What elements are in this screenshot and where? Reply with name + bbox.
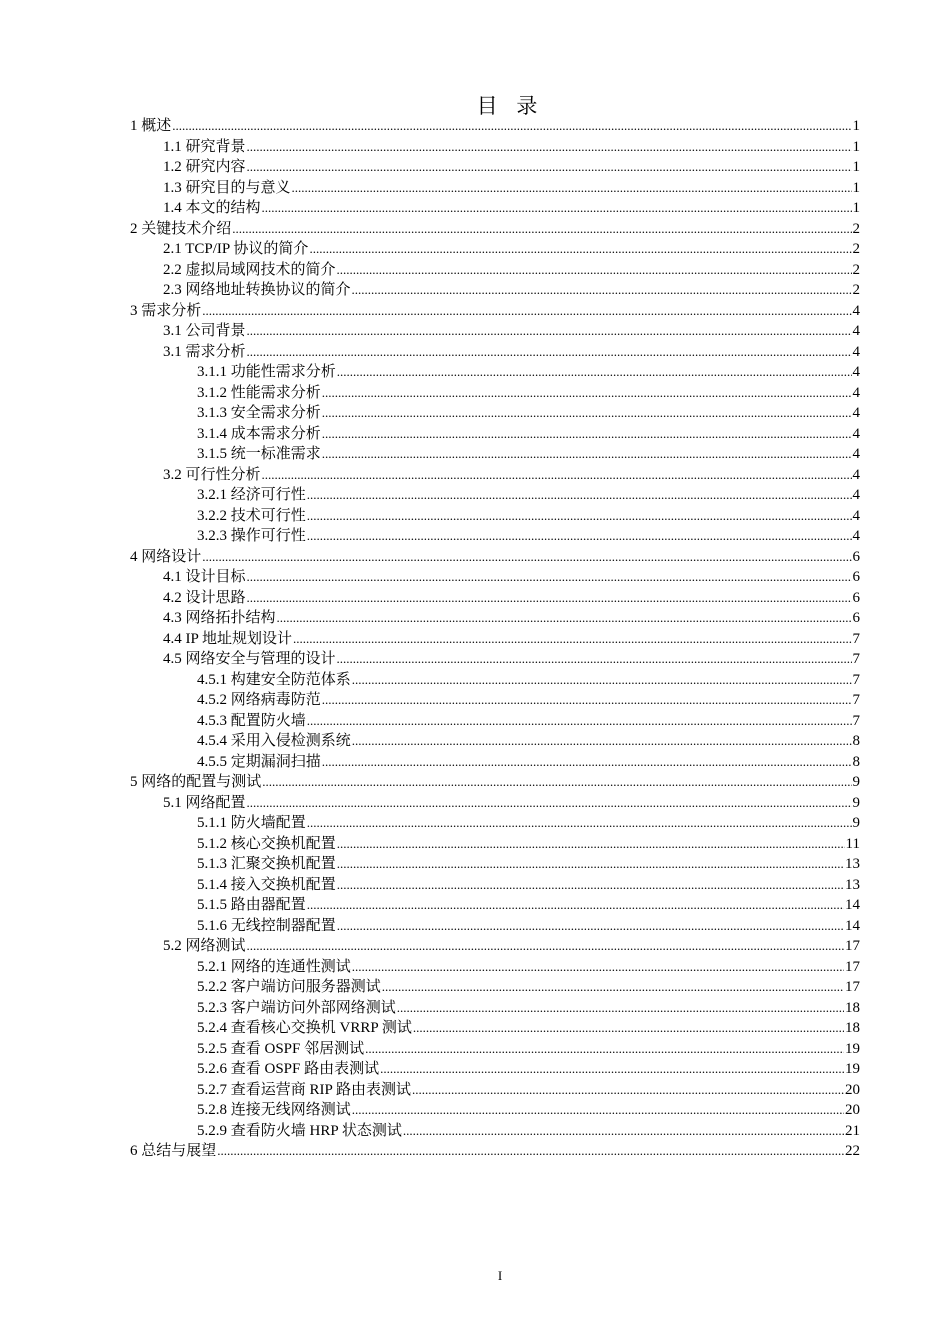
- toc-leader-dots: [292, 178, 852, 199]
- toc-entry-page: 4: [852, 425, 860, 442]
- toc-leader-dots: [322, 752, 852, 773]
- toc-entry-page: 8: [852, 753, 860, 770]
- toc-entry-label: 6 总结与展望: [130, 1143, 217, 1159]
- toc-entry[interactable]: [130, 383, 860, 404]
- toc-entry[interactable]: [130, 977, 860, 998]
- toc-leader-dots: [337, 875, 844, 896]
- toc-entry-label: 4.5.2 网络病毒防范: [197, 692, 321, 708]
- toc-entry[interactable]: [130, 403, 860, 424]
- toc-entry-page: 6: [852, 569, 860, 585]
- toc-entry-label: 4.5.3 配置防火墙: [197, 712, 306, 729]
- toc-entry-page: 9: [852, 794, 860, 811]
- toc-entry-page: 4: [852, 446, 860, 462]
- toc-leader-dots: [322, 403, 852, 424]
- toc-entry[interactable]: [130, 1141, 860, 1162]
- toc-leader-dots: [217, 1141, 844, 1162]
- toc-leader-dots: [352, 670, 852, 691]
- toc-entry-label: 3.2.1 经济可行性: [197, 487, 306, 503]
- toc-entry[interactable]: [130, 301, 860, 322]
- toc-entry[interactable]: [130, 465, 860, 486]
- toc-entry-label: 5.2.7 查看运营商 RIP 路由表测试: [197, 1081, 412, 1098]
- toc-entry-label: 2.2 虚拟局域网技术的简介: [163, 261, 336, 278]
- toc-entry-label: 2 关键技术介绍: [130, 220, 232, 237]
- toc-entry[interactable]: [130, 772, 860, 793]
- toc-leader-dots: [322, 383, 852, 404]
- toc-entry[interactable]: [130, 198, 860, 219]
- toc-entry-page: 7: [852, 651, 860, 667]
- toc-entry-page: 2: [852, 282, 860, 298]
- toc-entry[interactable]: [130, 895, 860, 916]
- toc-entry-label: 1.4 本文的结构: [163, 200, 261, 216]
- toc-entry-page: 9: [852, 815, 860, 831]
- toc-leader-dots: [337, 649, 852, 670]
- toc-entry-label: 3.1 需求分析: [163, 343, 246, 360]
- toc-entry[interactable]: [130, 116, 860, 137]
- toc-entry-label: 5.1.2 核心交换机配置: [197, 835, 336, 852]
- toc-entry[interactable]: [130, 526, 860, 547]
- toc-entry-label: 5.2.6 查看 OSPF 路由表测试: [197, 1061, 380, 1077]
- toc-entry-label: 4.4 IP 地址规划设计: [163, 630, 293, 647]
- toc-entry[interactable]: [130, 260, 860, 281]
- toc-entry-label: 4.3 网络拓扑结构: [163, 610, 276, 626]
- toc-leader-dots: [337, 260, 852, 281]
- toc-entry-label: 5.1.1 防火墙配置: [197, 815, 306, 831]
- toc-leader-dots: [202, 547, 851, 568]
- toc-entry[interactable]: [130, 1018, 860, 1039]
- toc-entry-page: 17: [845, 979, 860, 995]
- toc-entry-page: 1: [852, 200, 860, 216]
- toc-leader-dots: [352, 731, 852, 752]
- toc-leader-dots: [337, 834, 845, 855]
- toc-entry-label: 3.1.3 安全需求分析: [197, 405, 321, 421]
- toc-entry-label: 1.3 研究目的与意义: [163, 179, 291, 196]
- toc-entry-label: 5.2.3 客户端访问外部网络测试: [197, 999, 396, 1016]
- toc-entry[interactable]: [130, 690, 860, 711]
- toc-entry[interactable]: [130, 342, 860, 363]
- toc-entry-page: 9: [852, 774, 860, 790]
- toc-leader-dots: [380, 1059, 844, 1080]
- toc-entry-label: 1.2 研究内容: [163, 159, 246, 175]
- toc-entry-page: 6: [852, 589, 860, 606]
- toc-entry-page: 1: [852, 118, 860, 134]
- toc-entry[interactable]: [130, 752, 860, 773]
- toc-leader-dots: [262, 772, 851, 793]
- toc-entry-page: 14: [845, 897, 860, 913]
- toc-entry-label: 3.1.4 成本需求分析: [197, 425, 321, 442]
- toc-entry-page: 4: [852, 466, 860, 483]
- toc-entry-label: 4.5.1 构建安全防范体系: [197, 671, 351, 688]
- toc-leader-dots: [397, 998, 844, 1019]
- toc-entry-label: 3.1.2 性能需求分析: [197, 384, 321, 401]
- toc-leader-dots: [412, 1080, 844, 1101]
- toc-entry-label: 3.1.1 功能性需求分析: [197, 364, 336, 380]
- toc-entry[interactable]: [130, 485, 860, 506]
- toc-entry[interactable]: [130, 1039, 860, 1060]
- toc-leader-dots: [307, 711, 852, 732]
- toc-leader-dots: [382, 977, 844, 998]
- toc-entry-page: 7: [852, 712, 860, 729]
- toc-entry-page: 7: [852, 692, 860, 708]
- toc-entry[interactable]: [130, 813, 860, 834]
- toc-entry[interactable]: [130, 157, 860, 178]
- toc-entry[interactable]: [130, 1059, 860, 1080]
- toc-leader-dots: [322, 424, 852, 445]
- toc-entry-page: 19: [845, 1040, 860, 1057]
- toc-entry-label: 3.2 可行性分析: [163, 466, 261, 483]
- toc-entry[interactable]: [130, 875, 860, 896]
- toc-entry-label: 4.2 设计思路: [163, 589, 246, 606]
- toc-entry-page: 4: [852, 384, 860, 401]
- toc-entry-page: 1: [852, 179, 860, 196]
- toc-leader-dots: [307, 506, 852, 527]
- toc-entry-label: 5.1.5 路由器配置: [197, 897, 306, 913]
- toc-entry-label: 3.2.2 技术可行性: [197, 507, 306, 524]
- toc-entry-page: 6: [852, 610, 860, 626]
- toc-leader-dots: [247, 321, 852, 342]
- toc-entry-label: 5.1.3 汇聚交换机配置: [197, 856, 336, 872]
- toc-entry-page: 17: [845, 958, 860, 975]
- toc-leader-dots: [337, 362, 852, 383]
- toc-entry-label: 3.1.5 统一标准需求: [197, 446, 321, 462]
- toc-entry-page: 22: [845, 1143, 860, 1159]
- toc-entry-page: 18: [845, 999, 860, 1016]
- toc-entry-page: 1: [852, 159, 860, 175]
- toc-entry-page: 1: [852, 138, 860, 155]
- toc-entry-page: 4: [852, 405, 860, 421]
- toc-entry[interactable]: [130, 834, 860, 855]
- toc-entry[interactable]: [130, 239, 860, 260]
- toc-entry-label: 5.2.9 查看防火墙 HRP 状态测试: [197, 1122, 402, 1139]
- toc-entry[interactable]: [130, 731, 860, 752]
- toc-leader-dots: [247, 588, 852, 609]
- toc-entry-label: 5.2 网络测试: [163, 938, 246, 954]
- toc-entry-page: 4: [852, 507, 860, 524]
- toc-leader-dots: [293, 629, 851, 650]
- toc-entry-page: 11: [845, 835, 860, 852]
- toc-leader-dots: [247, 567, 852, 588]
- toc-entry[interactable]: [130, 506, 860, 527]
- toc-entry[interactable]: [130, 957, 860, 978]
- toc-leader-dots: [262, 465, 852, 486]
- toc-entry[interactable]: [130, 670, 860, 691]
- toc-leader-dots: [247, 793, 852, 814]
- toc-entry[interactable]: [130, 916, 860, 937]
- toc-leader-dots: [202, 301, 851, 322]
- toc-entry[interactable]: [130, 567, 860, 588]
- toc-entry[interactable]: [130, 1080, 860, 1101]
- toc-entry[interactable]: [130, 936, 860, 957]
- page-title: 目 录: [476, 94, 544, 118]
- toc-leader-dots: [232, 219, 851, 240]
- toc-entry[interactable]: [130, 1121, 860, 1142]
- toc-entry-label: 5.2.5 查看 OSPF 邻居测试: [197, 1040, 365, 1057]
- toc-entry-label: 5.1.6 无线控制器配置: [197, 917, 336, 934]
- toc-entry-page: 7: [852, 630, 860, 647]
- toc-entry-label: 3 需求分析: [130, 302, 202, 319]
- toc-entry-label: 1.1 研究背景: [163, 138, 246, 155]
- toc-entry-label: 4.5.5 定期漏洞扫描: [197, 753, 321, 770]
- toc-leader-dots: [365, 1039, 844, 1060]
- toc-entry-page: 18: [845, 1020, 860, 1036]
- toc-leader-dots: [247, 137, 852, 158]
- toc-leader-dots: [337, 916, 844, 937]
- toc-entry-label: 5.2.4 查看核心交换机 VRRP 测试: [197, 1020, 412, 1036]
- toc-entry-page: 6: [852, 548, 860, 565]
- toc-entry-label: 5.2.1 网络的连通性测试: [197, 958, 351, 975]
- toc-leader-dots: [352, 957, 844, 978]
- toc-leader-dots: [247, 157, 852, 178]
- toc-entry[interactable]: [130, 854, 860, 875]
- page-number: I: [497, 1268, 503, 1283]
- toc-entry[interactable]: [130, 219, 860, 240]
- toc-entry-label: 3.2.3 操作可行性: [197, 528, 306, 544]
- toc-entry-page: 4: [852, 487, 860, 503]
- toc-leader-dots: [307, 526, 852, 547]
- toc-entry[interactable]: [130, 711, 860, 732]
- toc-entry-page: 20: [845, 1102, 860, 1118]
- toc-entry-page: 21: [845, 1122, 860, 1139]
- toc-entry-page: 4: [852, 343, 860, 360]
- toc-leader-dots: [413, 1018, 844, 1039]
- toc-entry-page: 2: [852, 220, 860, 237]
- toc-leader-dots: [352, 280, 852, 301]
- table-of-contents: [130, 116, 860, 1162]
- toc-entry-page: 13: [845, 876, 860, 893]
- toc-entry-label: 5.1 网络配置: [163, 794, 246, 811]
- toc-entry-label: 2.3 网络地址转换协议的简介: [163, 282, 351, 298]
- toc-entry-label: 2.1 TCP/IP 协议的简介: [163, 241, 309, 257]
- toc-leader-dots: [309, 239, 851, 260]
- toc-leader-dots: [307, 895, 844, 916]
- toc-entry[interactable]: [130, 793, 860, 814]
- toc-leader-dots: [337, 854, 844, 875]
- toc-entry-page: 13: [845, 856, 860, 872]
- toc-leader-dots: [352, 1100, 844, 1121]
- toc-entry-label: 5.2.2 客户端访问服务器测试: [197, 979, 381, 995]
- toc-entry-page: 17: [845, 938, 860, 954]
- toc-entry-page: 19: [845, 1061, 860, 1077]
- toc-entry[interactable]: [130, 1100, 860, 1121]
- toc-entry-label: 1 概述: [130, 118, 172, 134]
- toc-entry-label: 4 网络设计: [130, 548, 202, 565]
- toc-entry-page: 4: [852, 323, 860, 339]
- toc-entry[interactable]: [130, 137, 860, 158]
- toc-entry-page: 4: [852, 364, 860, 380]
- toc-leader-dots: [307, 485, 852, 506]
- toc-entry-label: 4.1 设计目标: [163, 569, 246, 585]
- toc-entry-label: 5.1.4 接入交换机配置: [197, 876, 336, 893]
- toc-entry-page: 14: [845, 917, 860, 934]
- toc-entry-page: 8: [852, 733, 860, 749]
- toc-leader-dots: [247, 936, 844, 957]
- toc-entry-page: 4: [852, 528, 860, 544]
- toc-leader-dots: [307, 813, 852, 834]
- toc-entry-label: 3.1 公司背景: [163, 323, 246, 339]
- toc-entry[interactable]: [130, 362, 860, 383]
- toc-leader-dots: [277, 608, 852, 629]
- toc-entry-page: 2: [852, 241, 860, 257]
- toc-entry[interactable]: [130, 588, 860, 609]
- toc-entry[interactable]: [130, 547, 860, 568]
- toc-entry-label: 5 网络的配置与测试: [130, 774, 262, 790]
- toc-entry-label: 4.5 网络安全与管理的设计: [163, 651, 336, 667]
- toc-leader-dots: [403, 1121, 844, 1142]
- toc-entry[interactable]: [130, 608, 860, 629]
- toc-leader-dots: [247, 342, 852, 363]
- toc-entry-page: 4: [852, 302, 860, 319]
- toc-leader-dots: [172, 116, 851, 137]
- toc-entry[interactable]: [130, 998, 860, 1019]
- toc-entry-label: 5.2.8 连接无线网络测试: [197, 1102, 351, 1118]
- toc-entry[interactable]: [130, 629, 860, 650]
- toc-entry-page: 2: [852, 261, 860, 278]
- toc-entry[interactable]: [130, 178, 860, 199]
- toc-leader-dots: [322, 444, 852, 465]
- toc-entry-page: 7: [852, 671, 860, 688]
- toc-leader-dots: [262, 198, 852, 219]
- toc-entry[interactable]: [130, 444, 860, 465]
- toc-entry[interactable]: [130, 649, 860, 670]
- toc-entry[interactable]: [130, 280, 860, 301]
- toc-entry[interactable]: [130, 321, 860, 342]
- toc-entry-page: 20: [845, 1081, 860, 1098]
- toc-entry[interactable]: [130, 424, 860, 445]
- toc-leader-dots: [322, 690, 852, 711]
- toc-entry-label: 4.5.4 采用入侵检测系统: [197, 733, 351, 749]
